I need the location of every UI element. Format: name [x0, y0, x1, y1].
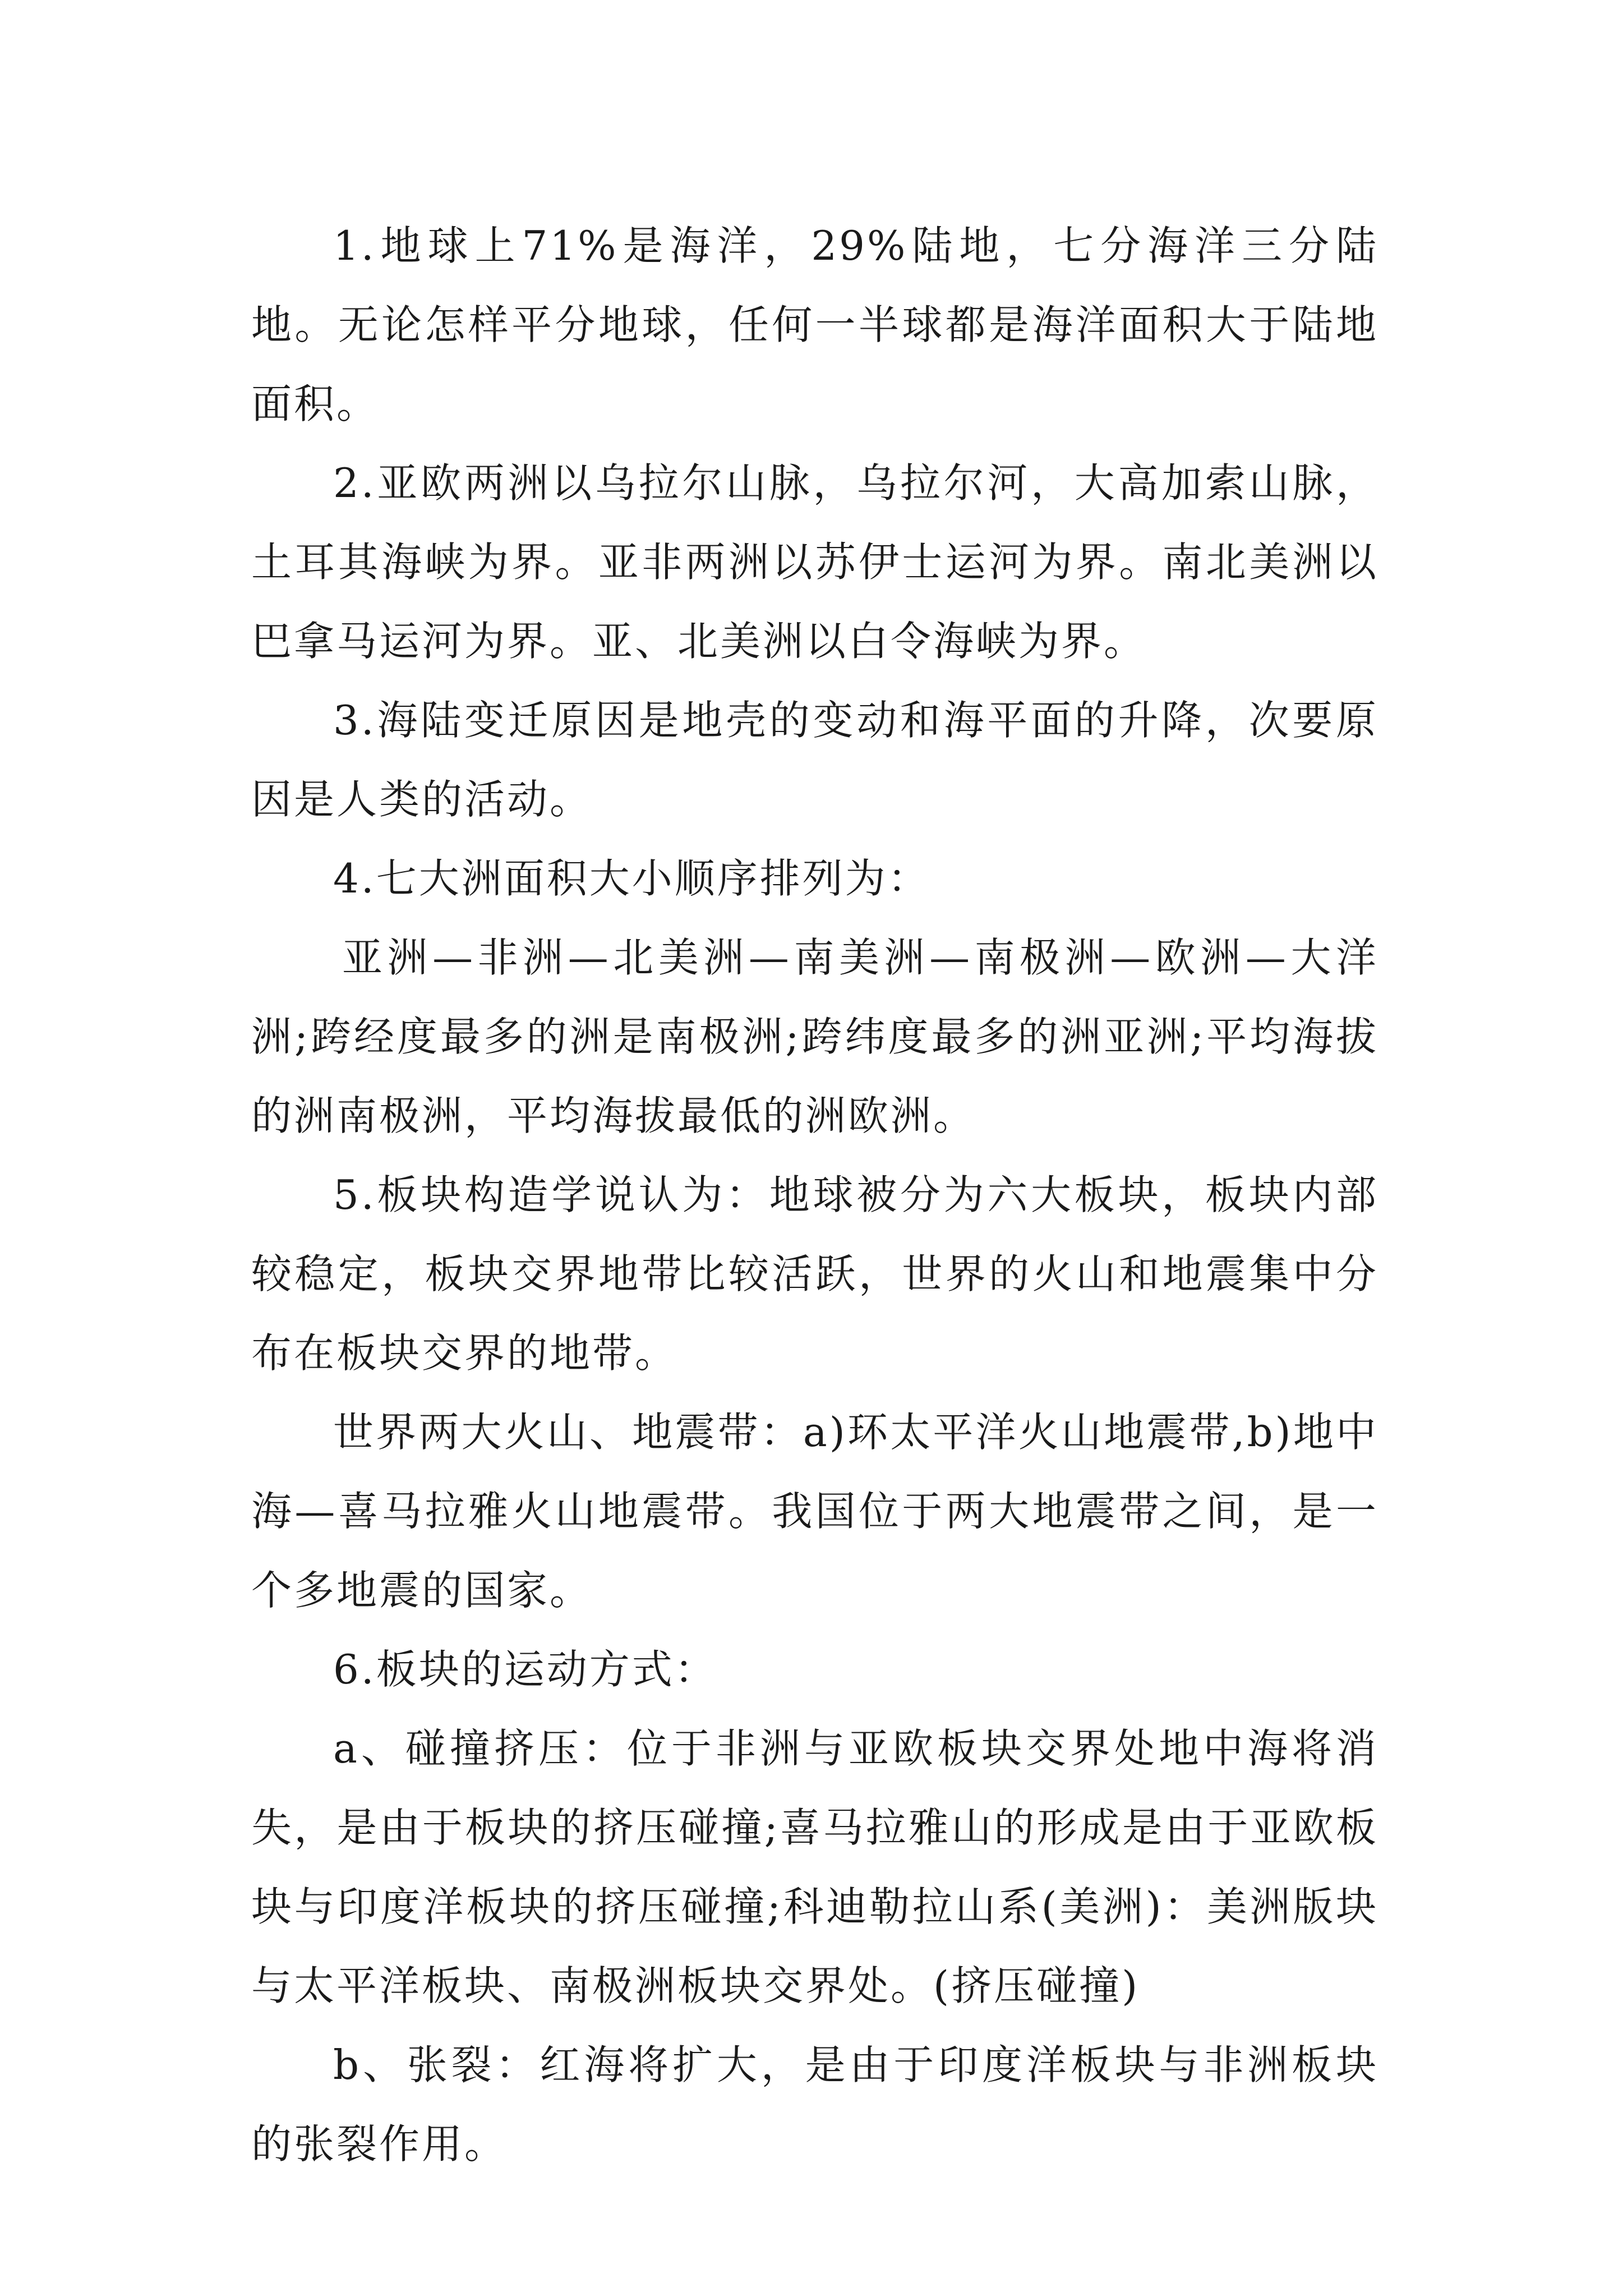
- document-page: [251, 206, 1378, 2184]
- paragraph-10: b、张裂：红海将扩大，是由于印度洋板块与非洲板块的张裂作用。: [251, 2041, 1378, 2168]
- paragraph-6: 5.板块构造学说认为：地球被分为六大板块，板块内部较稳定，板块交界地带比较活跃，世界的火山和地震集中分布在板块交界的地带。: [251, 1171, 1378, 1377]
- paragraph-8: 6.板块的运动方式：: [333, 1646, 717, 1693]
- paragraph-1: 1.地球上71%是海洋，29%陆地，七分海洋三分陆地。无论怎样平分地球，任何一半球都是海洋面积大于陆地面积。: [251, 222, 1378, 427]
- paragraph-2: 2.亚欧两洲以乌拉尔山脉，乌拉尔河，大高加索山脉，土耳其海峡为界。亚非两洲以苏伊士运河为界。南北美洲以巴拿马运河为界。亚、北美洲以白令海峡为界。: [251, 459, 1378, 665]
- paragraph-9: a、碰撞挤压：位于非洲与亚欧板块交界处地中海将消失，是由于板块的挤压碰撞;喜马拉雅山的形成是由于亚欧板块与印度洋板块的挤压碰撞;科迪勒拉山系(美洲)：美洲版块与太平洋板块、南极洲板块交界处。(挤压碰撞): [251, 1725, 1378, 2009]
- paragraph-3: 3.海陆变迁原因是地壳的变动和海平面的升降，次要原因是人类的活动。: [251, 697, 1378, 823]
- paragraph-5: 亚洲—非洲—北美洲—南美洲—南极洲—欧洲—大洋洲;跨经度最多的洲是南极洲;跨纬度最多的洲亚洲;平均海拔的洲南极洲，平均海拔最低的洲欧洲。: [251, 934, 1378, 1139]
- paragraph-4: 4.七大洲面积大小顺序排列为：: [333, 855, 930, 902]
- paragraph-7: 世界两大火山、地震带：a)环太平洋火山地震带,b)地中海—喜马拉雅火山地震带。我国位于两大地震带之间，是一个多地震的国家。: [251, 1409, 1378, 1614]
